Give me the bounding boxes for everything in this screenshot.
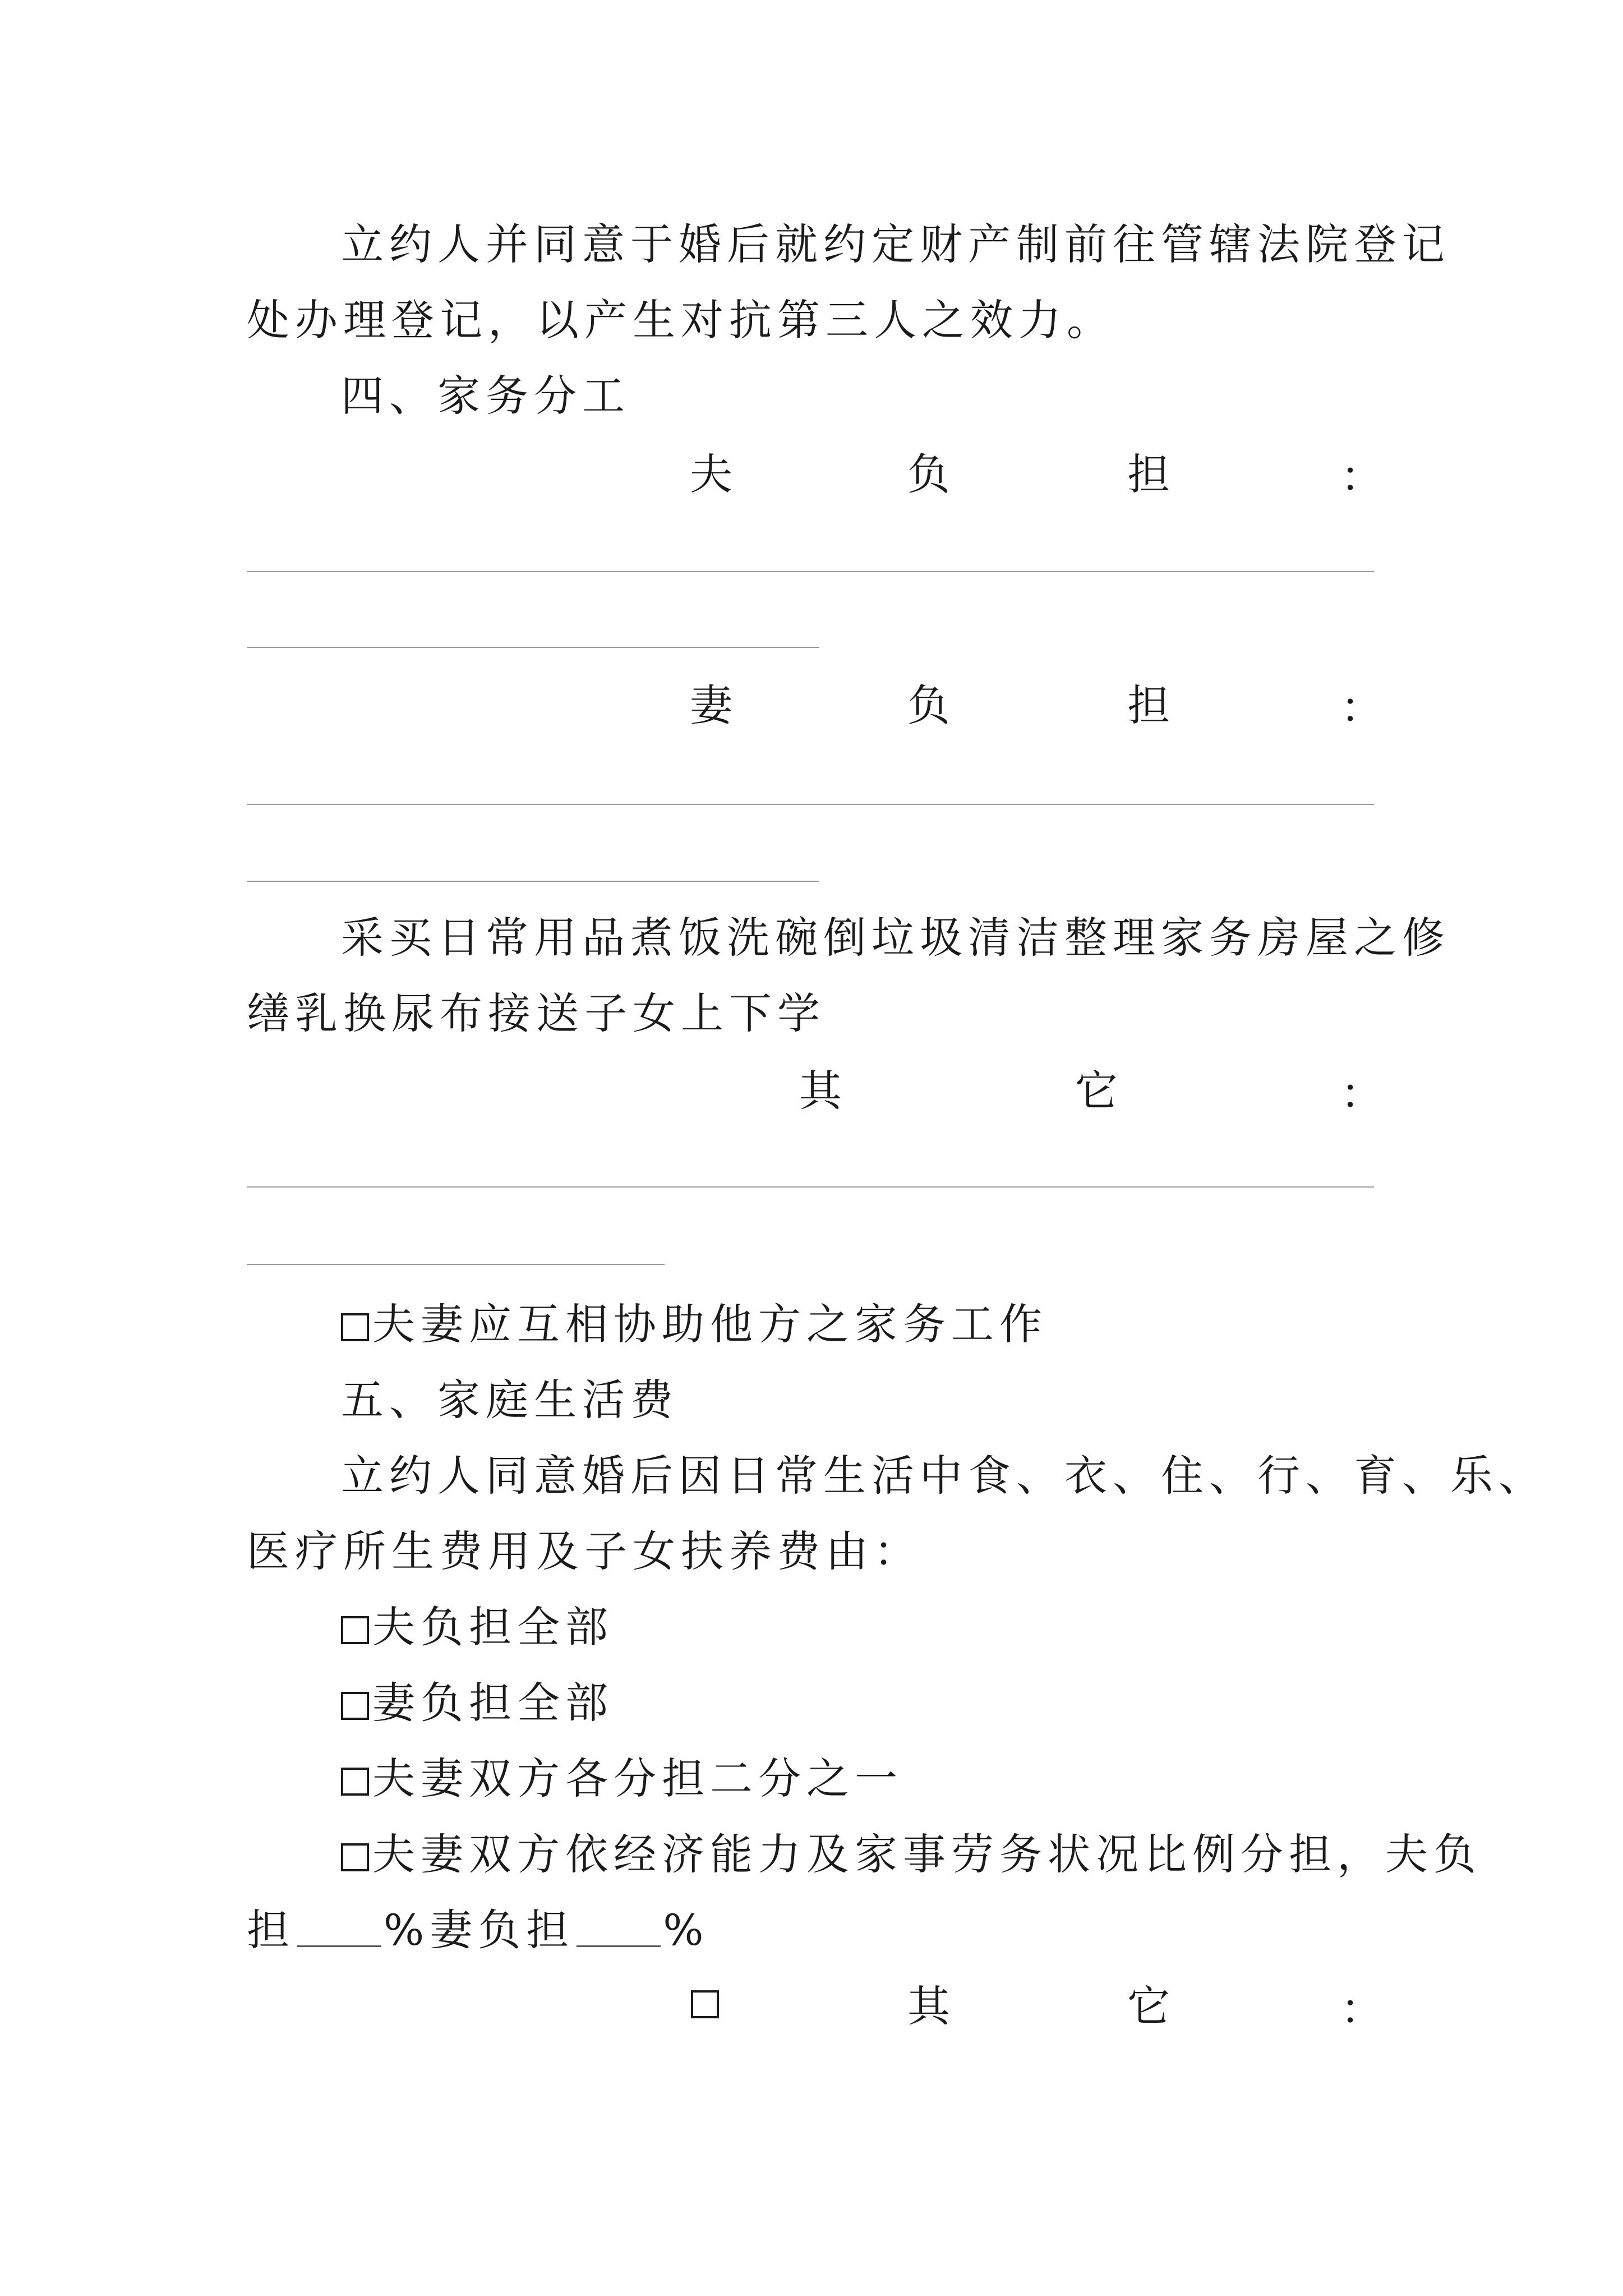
other-fill-line-1[interactable] xyxy=(247,1186,1374,1188)
mutual-help-label: 夫妻应互相协助他方之家务工作 xyxy=(372,1299,1048,1349)
checkbox-icon[interactable] xyxy=(341,1313,369,1341)
bears-char-2: 担 xyxy=(1127,680,1170,730)
other-char-2: 它 xyxy=(1127,1981,1170,2031)
checkbox-icon[interactable] xyxy=(691,1990,719,2018)
option-half-each xyxy=(341,1751,903,1807)
paragraph-chores-line-1: 采买日常用品煮饭洗碗倒垃圾清洁整理家务房屋之修 xyxy=(341,913,1450,963)
bears-char-1: 负 xyxy=(907,680,950,730)
husband-fill-line-2[interactable] xyxy=(247,647,819,648)
colon: ： xyxy=(1340,683,1383,733)
bears-char-2: 担 xyxy=(1127,449,1170,499)
husband-percent-blank[interactable] xyxy=(297,1912,381,1947)
husband-char: 夫 xyxy=(690,449,732,499)
paragraph-costs-line-2: 医疗所生费用及子女扶养费由： xyxy=(247,1526,922,1576)
option-wife-all-label: 妻负担全部 xyxy=(372,1678,614,1728)
other-char-1: 其 xyxy=(799,1066,842,1116)
wife-fill-line-1[interactable] xyxy=(247,804,1374,805)
option-ratio-line-2 xyxy=(247,1902,709,1958)
paragraph-chores-line-2: 缮乳换尿布接送子女上下学 xyxy=(247,988,826,1038)
option-wife-all xyxy=(341,1675,614,1731)
bears-char-1: 负 xyxy=(907,449,950,499)
other-char-2: 它 xyxy=(1075,1066,1118,1116)
wife-fill-line-2[interactable] xyxy=(247,881,819,882)
option-ratio-label: 夫妻双方依经济能力及家事劳务状况比例分担，夫负 xyxy=(372,1829,1482,1879)
paragraph-registration-line-1: 立约人并同意于婚后就约定财产制前往管辖法院登记 xyxy=(341,219,1450,269)
checkbox-icon[interactable] xyxy=(341,1768,369,1796)
checkbox-icon[interactable] xyxy=(341,1843,369,1871)
section-5-heading: 五、家庭生活费 xyxy=(341,1375,679,1425)
mutual-help-option xyxy=(341,1296,1048,1352)
option-husband-all-label: 夫负担全部 xyxy=(372,1602,614,1652)
option-ratio-text-a: 担 xyxy=(247,1905,295,1955)
option-ratio-line-1 xyxy=(341,1826,1482,1883)
other-char-1: 其 xyxy=(907,1981,950,2031)
colon: ： xyxy=(1340,1984,1383,2034)
checkbox-icon[interactable] xyxy=(341,1692,369,1720)
colon: ： xyxy=(1340,452,1383,501)
paragraph-costs-line-1: 立约人同意婚后因日常生活中食、衣、住、行、育、乐、 xyxy=(341,1451,1547,1501)
option-ratio-text-c: % xyxy=(663,1905,709,1955)
paragraph-registration-line-2: 处办理登记，以产生对抗第三人之效力。 xyxy=(247,295,1115,345)
section-4-heading: 四、家务分工 xyxy=(341,371,630,421)
option-ratio-text-b: %妻负担 xyxy=(384,1905,575,1955)
checkbox-icon[interactable] xyxy=(341,1616,369,1644)
option-half-each-label: 夫妻双方各分担二分之一 xyxy=(372,1754,903,1803)
other-fill-line-2[interactable] xyxy=(247,1264,665,1265)
husband-fill-line-1[interactable] xyxy=(247,571,1374,572)
wife-percent-blank[interactable] xyxy=(577,1912,661,1947)
colon: ： xyxy=(1340,1069,1383,1119)
wife-char: 妻 xyxy=(690,680,732,730)
option-husband-all xyxy=(341,1599,614,1655)
